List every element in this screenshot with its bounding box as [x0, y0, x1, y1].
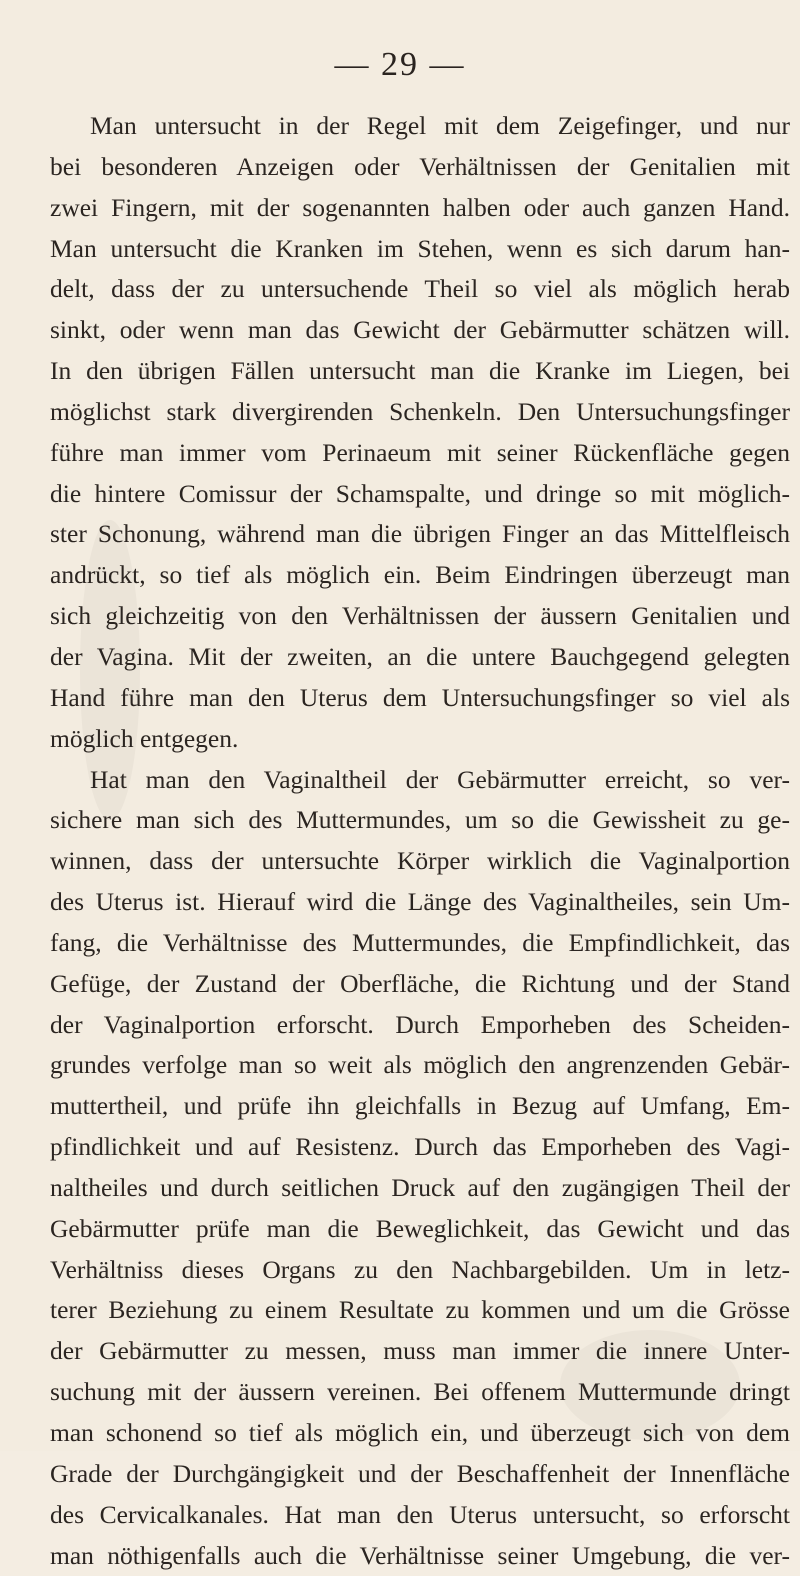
text-line: Hat man den Vaginaltheil der Gebärmutter erreicht, so ver-: [50, 760, 790, 801]
text-line: delt, dass der zu untersuchende Theil so viel als möglich herab: [50, 269, 790, 310]
text-line: man schonend so tief als möglich ein, und überzeugt sich von dem: [50, 1413, 790, 1454]
body-text: [50, 106, 790, 1576]
text-line: des Uterus ist. Hierauf wird die Länge des Vaginaltheiles, sein Um-: [50, 882, 790, 923]
text-line: suchung mit der äussern vereinen. Bei offenem Muttermunde dringt: [50, 1372, 790, 1413]
text-line: führe man immer vom Perinaeum mit seiner Rückenfläche gegen: [50, 433, 790, 474]
text-line: Verhältniss dieses Organs zu den Nachbargebilden. Um in letz-: [50, 1250, 790, 1291]
text-line: Gebärmutter prüfe man die Beweglichkeit, das Gewicht und das: [50, 1209, 790, 1250]
text-line: pfindlichkeit und auf Resistenz. Durch das Emporheben des Vagi-: [50, 1127, 790, 1168]
text-line: Man untersucht in der Regel mit dem Zeigefinger, und nur: [50, 106, 790, 147]
text-line: fang, die Verhältnisse des Muttermundes, die Empfindlichkeit, das: [50, 923, 790, 964]
text-line: möglichst stark divergirenden Schenkeln. Den Untersuchungsfinger: [50, 392, 790, 433]
text-line: man nöthigenfalls auch die Verhältnisse seiner Umgebung, die ver-: [50, 1536, 790, 1576]
text-line: sinkt, oder wenn man das Gewicht der Gebärmutter schätzen will.: [50, 310, 790, 351]
page-number: — 29 —: [0, 46, 800, 84]
text-line: des Cervicalkanales. Hat man den Uterus untersucht, so erforscht: [50, 1495, 790, 1536]
text-line: der Vagina. Mit der zweiten, an die untere Bauchgegend gelegten: [50, 637, 790, 678]
text-line: naltheiles und durch seitlichen Druck auf den zugängigen Theil der: [50, 1168, 790, 1209]
text-line: der Gebärmutter zu messen, muss man immer die innere Unter-: [50, 1331, 790, 1372]
text-line: Gefüge, der Zustand der Oberfläche, die Richtung und der Stand: [50, 964, 790, 1005]
text-line: zwei Fingern, mit der sogenannten halben oder auch ganzen Hand.: [50, 188, 790, 229]
text-line: ster Schonung, während man die übrigen Finger an das Mittelfleisch: [50, 514, 790, 555]
text-line: sich gleichzeitig von den Verhältnissen der äussern Genitalien und: [50, 596, 790, 637]
text-line: grundes verfolge man so weit als möglich den angrenzenden Gebär-: [50, 1045, 790, 1086]
text-line: sichere man sich des Muttermundes, um so die Gewissheit zu ge-: [50, 800, 790, 841]
text-line: In den übrigen Fällen untersucht man die Kranke im Liegen, bei: [50, 351, 790, 392]
text-line: Hand führe man den Uterus dem Untersuchungsfinger so viel als: [50, 678, 790, 719]
text-line: Man untersucht die Kranken im Stehen, wenn es sich darum han-: [50, 229, 790, 270]
text-line: Grade der Durchgängigkeit und der Beschaffenheit der Innenfläche: [50, 1454, 790, 1495]
text-line: möglich entgegen.: [50, 719, 790, 760]
text-line: der Vaginalportion erforscht. Durch Emporheben des Scheiden-: [50, 1005, 790, 1046]
paragraph: [50, 760, 790, 1576]
text-line: bei besonderen Anzeigen oder Verhältnissen der Genitalien mit: [50, 147, 790, 188]
text-line: muttertheil, und prüfe ihn gleichfalls in Bezug auf Umfang, Em-: [50, 1086, 790, 1127]
text-line: die hintere Comissur der Schamspalte, und dringe so mit möglich-: [50, 474, 790, 515]
text-line: winnen, dass der untersuchte Körper wirklich die Vaginalportion: [50, 841, 790, 882]
text-line: andrückt, so tief als möglich ein. Beim Eindringen überzeugt man: [50, 555, 790, 596]
paragraph: [50, 106, 790, 760]
text-line: terer Beziehung zu einem Resultate zu kommen und um die Grösse: [50, 1290, 790, 1331]
